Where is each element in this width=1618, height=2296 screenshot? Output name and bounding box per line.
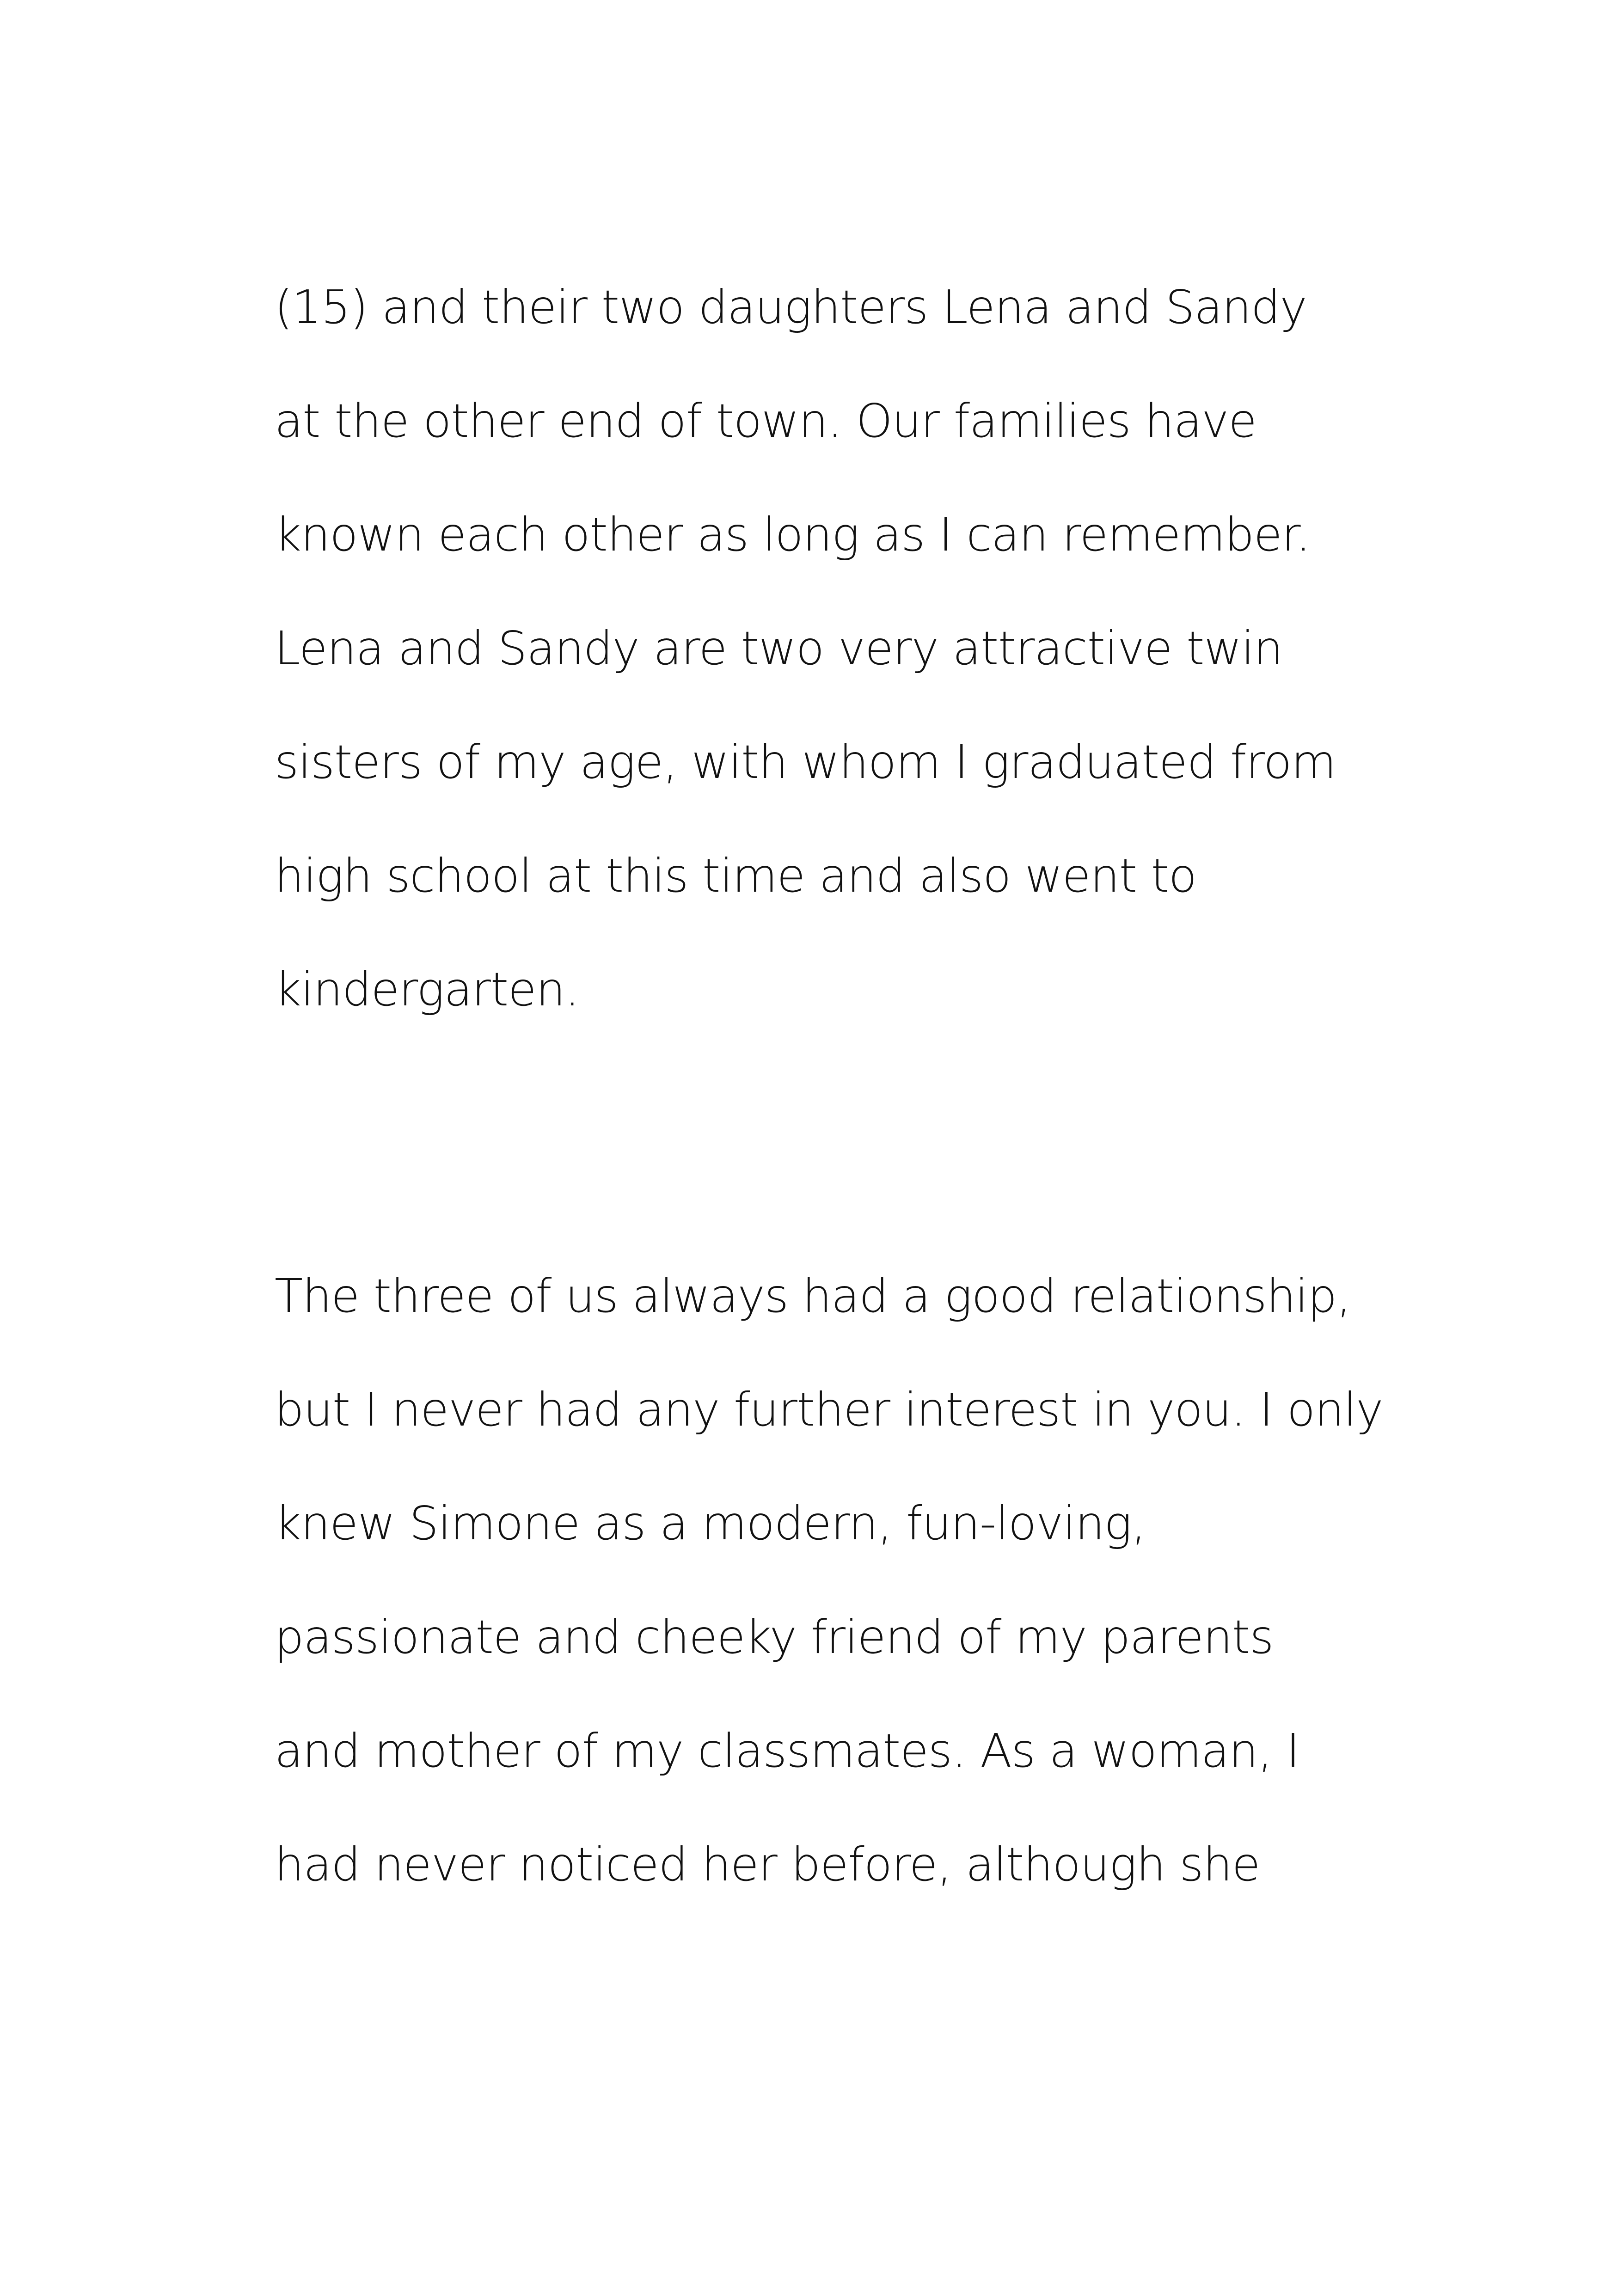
text-line: Lena and Sandy are two very attractive twin bbox=[275, 621, 1283, 675]
text-line: at the other end of town. Our families have bbox=[275, 394, 1256, 448]
text-line: known each other as long as I can remember. bbox=[275, 508, 1311, 562]
text-line: sisters of my age, with whom I graduated from bbox=[275, 735, 1336, 789]
text-line: (15) and their two daughters Lena and Sandy bbox=[275, 280, 1307, 334]
text-line: but I never had any further interest in you. I only bbox=[275, 1383, 1383, 1437]
text-line: knew Simone as a modern, fun-loving, bbox=[275, 1496, 1146, 1550]
text-line: passionate and cheeky friend of my parents bbox=[275, 1610, 1274, 1664]
text-line: high school at this time and also went to bbox=[275, 849, 1197, 903]
text-line: kindergarten. bbox=[275, 962, 579, 1016]
text-line: had never noticed her before, although she bbox=[275, 1837, 1260, 1892]
text-line: The three of us always had a good relationship, bbox=[275, 1269, 1351, 1323]
text-line: and mother of my classmates. As a woman, I bbox=[275, 1724, 1299, 1778]
